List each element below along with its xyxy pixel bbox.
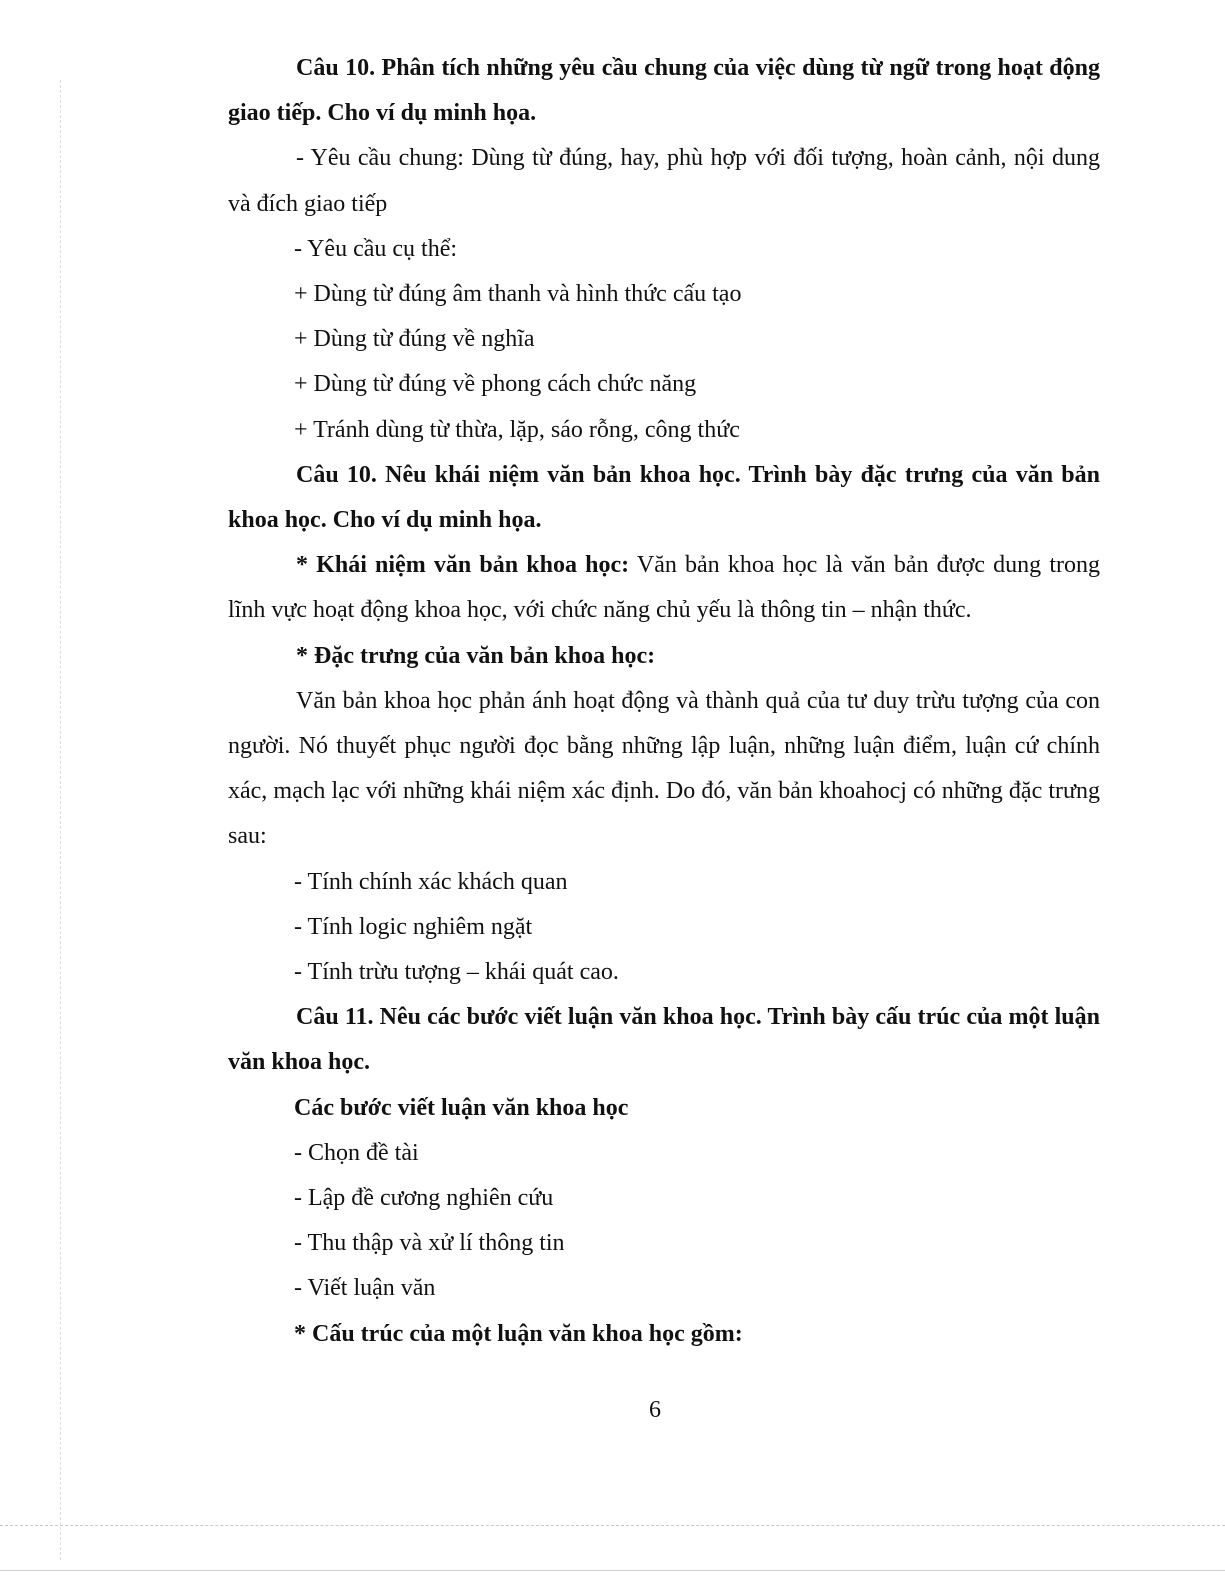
step-item: - Lập đề cương nghiên cứu <box>294 1185 554 1212</box>
concept-text: Văn bản khoa học là văn bản được dung trong lĩnh vực hoạt động khoa học, với chức năng chủ yếu là thông tin – nhận thức. <box>228 552 1100 624</box>
general-requirement: - Yêu cầu chung: Dùng từ đúng, hay, phù hợp với đối tượng, hoàn cảnh, nội dung và đích giao tiếp <box>228 145 1100 217</box>
requirement-item: + Tránh dùng từ thừa, lặp, sáo rỗng, công thức <box>294 416 740 443</box>
steps-label: Các bước viết luận văn khoa học <box>294 1094 629 1121</box>
question-10b-title: Câu 10. Nêu khái niệm văn bản khoa học. Trình bày đặc trưng của văn bản khoa học. Cho ví dụ minh họa. <box>228 461 1100 534</box>
specific-requirement-heading: - Yêu cầu cụ thể: <box>294 235 458 262</box>
step-item: - Chọn đề tài <box>294 1139 419 1166</box>
requirement-item: + Dùng từ đúng về nghĩa <box>294 326 535 353</box>
features-label: * Đặc trưng của văn bản khoa học: <box>296 642 656 669</box>
question-11-title: Câu 11. Nêu các bước viết luận văn khoa học. Trình bày cấu trúc của một luận văn khoa học. <box>228 1004 1100 1076</box>
scan-artifact-line <box>0 1570 1225 1571</box>
structure-label: * Cấu trúc của một luận văn khoa học gồm: <box>294 1320 743 1347</box>
step-item: - Thu thập và xử lí thông tin <box>294 1230 565 1257</box>
features-text: Văn bản khoa học phản ánh hoạt động và thành quả của tư duy trừu tượng của con người. Nó thuyết phục người đọc bằng những lập luận, những luận điểm, luận cứ chính xác, mạch lạc với những khái niệm xác định. Do đó, văn bản khoahocj có những đặc trưng sau: <box>228 687 1100 850</box>
page-body <box>228 46 1100 1357</box>
question-10a-title: Câu 10. Phân tích những yêu cầu chung của việc dùng từ ngữ trong hoạt động giao tiếp. Cho ví dụ minh họa. <box>228 55 1100 127</box>
scan-artifact-line <box>0 1525 1225 1526</box>
page-number: 6 <box>649 1397 661 1423</box>
requirement-item: + Dùng từ đúng về phong cách chức năng <box>294 371 697 398</box>
step-item: - Viết luận văn <box>294 1275 436 1302</box>
feature-item: - Tính logic nghiêm ngặt <box>294 913 533 940</box>
concept-paragraph <box>228 543 1100 633</box>
scan-artifact-edge <box>60 80 61 1560</box>
concept-label: * Khái niệm văn bản khoa học: <box>296 552 630 579</box>
requirement-item: + Dùng từ đúng âm thanh và hình thức cấu tạo <box>294 281 742 308</box>
feature-item: - Tính chính xác khách quan <box>294 868 568 895</box>
feature-item: - Tính trừu tượng – khái quát cao. <box>294 959 619 986</box>
